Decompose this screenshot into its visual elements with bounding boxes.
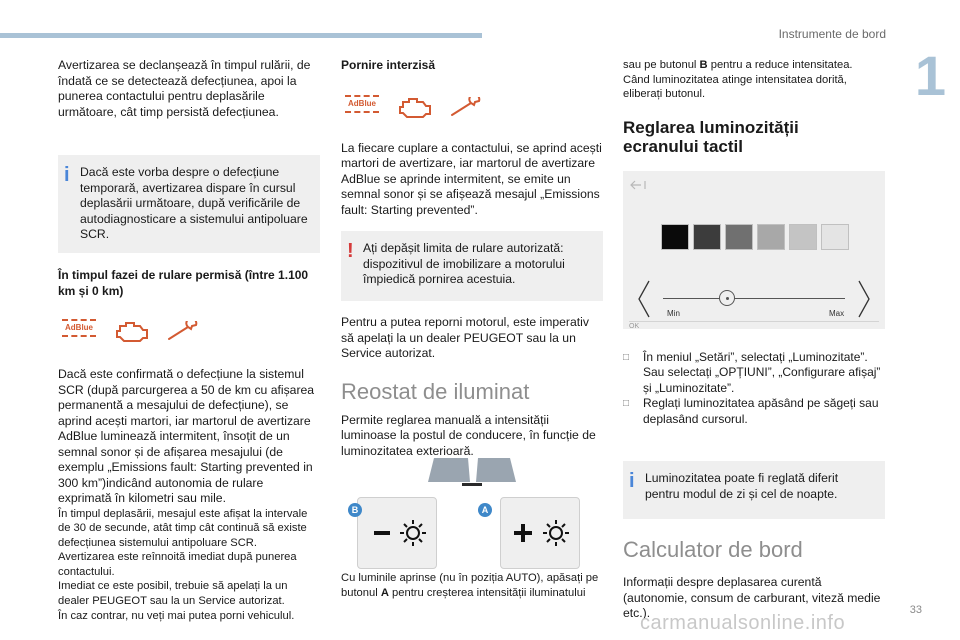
brightness-swatch[interactable] bbox=[757, 224, 785, 250]
ok-button[interactable]: OK bbox=[629, 322, 640, 330]
info-text: Luminozitatea poate fi reglată diferit pentru modul de zi și cel de noapte. bbox=[645, 471, 839, 501]
dim-up-icon bbox=[501, 498, 581, 570]
paragraph: sau pe butonul B pentru a reduce intensitatea. bbox=[623, 59, 853, 71]
paragraph: Informații despre deplasarea curentă (autonomie, consum de carburant, viteză medie etc.). bbox=[623, 575, 881, 621]
dim-down-icon bbox=[358, 498, 438, 570]
slider-min-label: Min bbox=[667, 308, 680, 318]
arrow-right-icon[interactable] bbox=[857, 279, 871, 319]
caption: Cu luminile aprinse (nu în poziția AUTO), apăsați pe butonul A pentru creșterea intensității iluminatului bbox=[341, 572, 599, 599]
small-text: Imediat ce este posibil, trebuie să apelați la un dealer PEUGEOT sau la un Service autorizat. bbox=[58, 580, 288, 608]
small-text: În caz contrar, nu veți mai putea porni vehiculul. bbox=[58, 609, 295, 622]
brightness-slider-track[interactable] bbox=[663, 298, 845, 299]
info-box bbox=[58, 155, 320, 253]
warning-box bbox=[341, 231, 603, 301]
brightness-swatch[interactable] bbox=[725, 224, 753, 250]
page-number: 33 bbox=[909, 604, 922, 616]
wrench-icon bbox=[449, 97, 485, 119]
section-title: Calculator de bord bbox=[623, 537, 803, 563]
section-heading: În timpul fazei de rulare permisă (între 1.100 km și 0 km) bbox=[58, 268, 309, 298]
info-text: Dacă este vorba despre o defecțiune temporară, avertizarea dispare în cursul deplasării următoare, după verificările de autodiagnosticare a sistemului antipoluare SCR. bbox=[80, 165, 308, 241]
back-arrow-icon[interactable] bbox=[629, 179, 649, 191]
warning-icons bbox=[341, 91, 603, 125]
slider-max-label: Max bbox=[829, 308, 845, 318]
brightness-swatch[interactable] bbox=[693, 224, 721, 250]
badge-b: B bbox=[348, 503, 362, 517]
section-heading: Pornire interzisă bbox=[341, 58, 436, 72]
section-title: Reostat de iluminat bbox=[341, 378, 530, 404]
brightness-panel bbox=[623, 171, 885, 329]
list-item: □ Reglați luminozitatea apăsând pe săgeți sau deplasând cursorul. bbox=[623, 396, 879, 426]
brightness-swatch[interactable] bbox=[821, 224, 849, 250]
info-box bbox=[623, 461, 885, 519]
header-bar bbox=[0, 33, 482, 38]
dashboard-illustration bbox=[422, 452, 522, 488]
column-1 bbox=[58, 58, 320, 623]
header-title: Instrumente de bord bbox=[778, 27, 886, 41]
list-item: □ În meniul „Setări”, selectați „Luminozitate”. Sau selectați „OPȚIUNI”, „Configurare afișaj” și „Luminozitate”. bbox=[623, 349, 881, 395]
dimmer-plus-button[interactable] bbox=[500, 497, 580, 569]
small-text: În timpul deplasării, mesajul este afișat la intervale de 30 de secunde, atât timp cât continuă să existe defecțiunea sistemului antipoluare SCR. bbox=[58, 507, 308, 549]
arrow-left-icon[interactable] bbox=[637, 279, 651, 319]
column-3 bbox=[623, 58, 885, 622]
adblue-icon: AdBlue bbox=[58, 319, 100, 345]
dashboard-dimmer-icon bbox=[422, 452, 522, 488]
brightness-swatch[interactable] bbox=[661, 224, 689, 250]
paragraph: Dacă este confirmată o defecțiune la sistemul SCR (după parcurgerea a 50 de km cu afișarea permanentă a mesajului de defecțiune), se aprind acești martori, iar martorul de avertizare AdBlue luminează intermitent, însoțit de un semnal sonor și de afișarea mesajului (de exemplu „Emissions fault: Starting prevented in 300 km”)indicând autonomia de rulare exprimată în kilometri sau mile. bbox=[58, 367, 315, 505]
info-icon: i bbox=[64, 164, 70, 186]
warning-icons bbox=[58, 315, 320, 349]
paragraph: Permite reglarea manuală a intensității luminoase la postul de conducere, în funcție de luminozitatea exterioară. bbox=[341, 412, 596, 458]
subsection-title: Reglarea luminozității ecranului tactil bbox=[623, 117, 799, 156]
engine-warning-icon bbox=[114, 320, 152, 344]
paragraph: Când luminozitatea atinge intensitatea dorită, eliberați butonul. bbox=[623, 73, 847, 101]
brightness-swatch[interactable] bbox=[789, 224, 817, 250]
dimmer-minus-button[interactable] bbox=[357, 497, 437, 569]
paragraph: Avertizarea se declanșează în timpul rulării, de îndată ce se detectează defecțiunea, apoi la punerea contactului pentru deplasările următoare, cât timp persistă defecțiunea. bbox=[58, 58, 311, 119]
warning-text: Ați depășit limita de rulare autorizată: dispozitivul de imobilizare a motorului împiedică pornirea acestuia. bbox=[363, 241, 565, 286]
wrench-icon bbox=[166, 321, 202, 343]
column-2 bbox=[341, 58, 603, 459]
adblue-icon: AdBlue bbox=[341, 95, 383, 121]
engine-warning-icon bbox=[397, 96, 435, 120]
badge-a: A bbox=[478, 503, 492, 517]
paragraph: Pentru a putea reporni motorul, este imperativ să apelați la un dealer PEUGEOT sau la un Service autorizat. bbox=[341, 315, 589, 360]
paragraph: La fiecare cuplare a contactului, se aprind acești martori de avertizare, iar martorul de avertizare AdBlue se aprinde intermitent, se emite un semnal sonor și se afișează mesajul „Emissions fault: Starting prevented”. bbox=[341, 140, 602, 217]
watermark: carmanualsonline.info bbox=[640, 612, 846, 634]
small-text: Avertizarea este reînnoită imediat după punerea contactului. bbox=[58, 551, 297, 578]
warning-icon: ! bbox=[347, 240, 354, 262]
chapter-number: 1 bbox=[914, 44, 946, 107]
info-icon: i bbox=[629, 470, 635, 493]
